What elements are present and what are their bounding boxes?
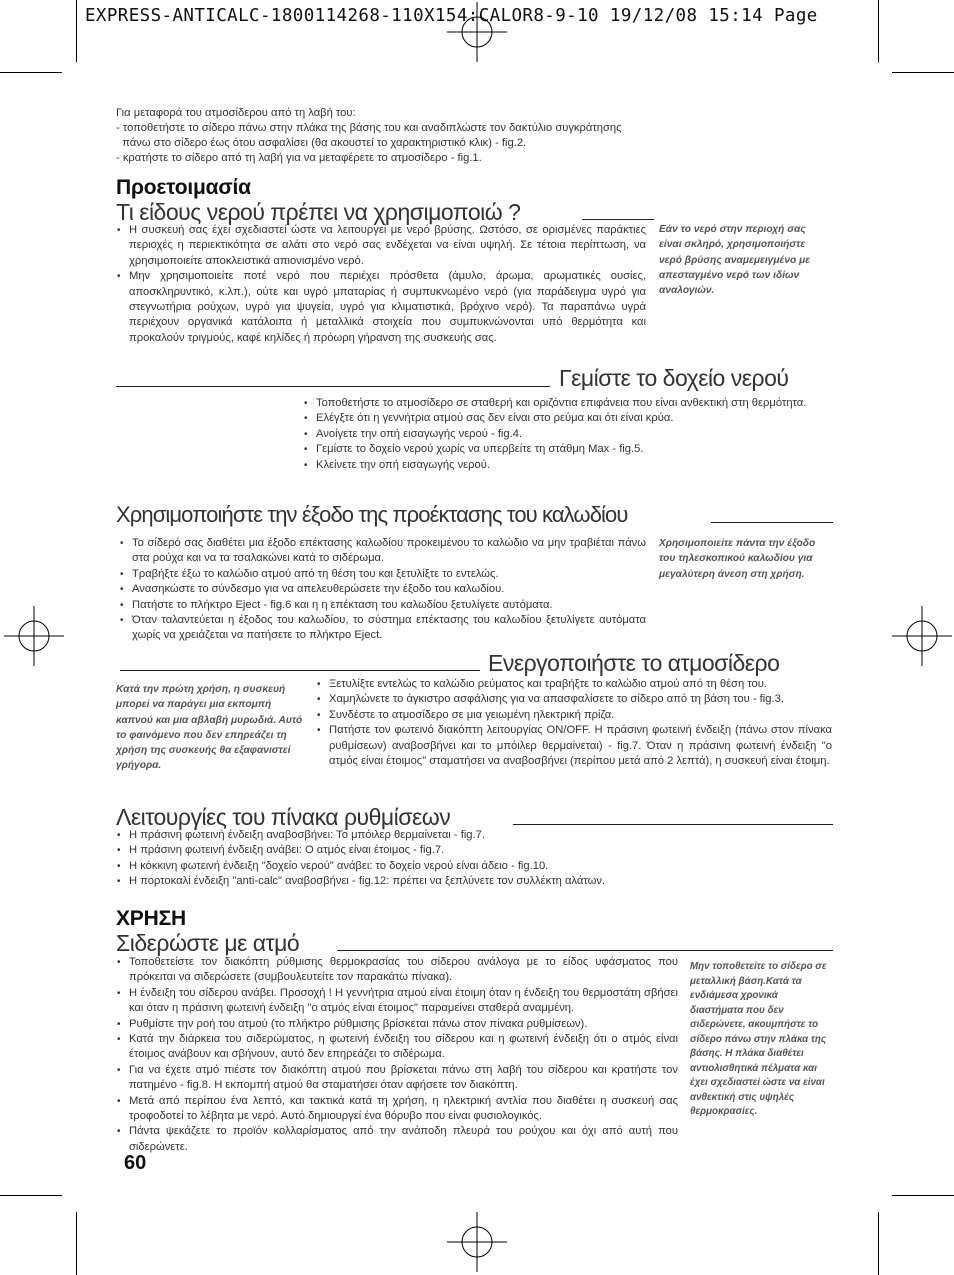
crop-mark <box>0 1195 62 1196</box>
list-item: • Μετά από περίπου ένα λεπτό, και τακτικά κατά τη χρήση, η ηλεκτρική αντλία που διαθέτει η συσκευή σας τροφοδοτεί το λέβητα με νερό. Αυτό δημιουργεί ένα θόρυβο που είναι φυσιολογικός. <box>116 1094 678 1125</box>
list-item: • Η κόκκινη φωτεινή ένδειξη "δοχείο νερού" ανάβει: το δοχείο νερού είναι άδειο - fig.10. <box>116 859 832 874</box>
list-item: • Τοποθετείστε τον διακόπτη ρύθμισης θερμοκρασίας του σίδερου ανάλογα με το είδος υφάσματος που πρόκειται να σιδερώσετε (συμβουλευτείτε τον παρακάτω πίνακα). <box>116 955 678 986</box>
intro-text <box>116 106 696 166</box>
list-item: • Η πράσινη φωτεινή ένδειξη ανάβει: Ο ατμός είναι έτοιμος - fig.7. <box>116 843 832 858</box>
crop-mark <box>892 1195 954 1196</box>
heading-activate: Ενεργοποιήστε το ατμοσίδερο <box>488 650 780 676</box>
list-item: • Ανοίγετε την οπή εισαγωγής νερού - fig.4. <box>303 427 830 442</box>
list-item: • Τοποθετήστε το ατμοσίδερο σε σταθερή και οριζόντια επιφάνεια που είναι ανθεκτική στη θερμότητα. <box>303 396 830 411</box>
registration-mark-icon <box>892 606 952 666</box>
heading-fill-tank: Γεμίστε το δοχείο νερού <box>559 365 789 391</box>
list-item: • Όταν ταλαντεύεται η έξοδος του καλωδίου, το σύστημα επέκτασης του καλωδίου ξετυλίγετε αυτόματα χωρίς να χρειάζεται να πατήσετε το πλήκτρο Eject. <box>119 613 646 644</box>
heading-rule <box>582 219 654 220</box>
crop-mark <box>76 0 77 62</box>
list-item: • Ανασηκώστε το σύνδεσμο για να απελευθερώσετε την έξοδο του καλωδίου. <box>119 582 646 597</box>
list-item: • Πατήστε το πλήκτρο Eject - fig.6 και η η επέκταση του καλωδίου ξετυλίγετε αυτόματα. <box>119 598 646 613</box>
list-item: • Η ένδειξη του σίδερου ανάβει. Προσοχή ! Η γεννήτρια ατμού είναι έτοιμη όταν η ένδειξη του θερμοστάτη σβήσει και όταν η πράσινη φωτεινή ένδειξη "ο ατμός είναι έτοιμος" παραμείνει σταθερά αναμμένη. <box>116 986 678 1017</box>
intro-line: - κρατήστε το σίδερο από τη λαβή για να μεταφέρετε το ατμοσίδερο - fig.1. <box>116 152 482 164</box>
steam-ironing-list <box>116 955 678 1155</box>
heading-water-type: Τι είδους νερού πρέπει να χρησιμοποιώ ? <box>116 199 521 225</box>
list-item: • Η πορτοκαλί ένδειξη "anti-calc" αναβοσβήνει - fig.12: πρέπει να ξεπλύνετε τον συλλέκτη αλάτων. <box>116 874 832 889</box>
heading-steam-ironing: Σιδερώστε με ατμό <box>116 930 300 956</box>
water-type-list <box>116 223 646 346</box>
list-item: • Συνδέστε το ατμοσίδερο σε μια γειωμένη ηλεκτρική πρίζα. <box>316 708 832 723</box>
list-item: • Ελέγξτε ότι η γεννήτρια ατμού σας δεν είναι στο ρεύμα και ότι είναι κρύα. <box>303 411 830 426</box>
list-item: • Ξετυλίξτε εντελώς το καλώδιο ρεύματος και τραβήξτε το καλώδιο ατμού από τη θέση του. <box>316 677 832 692</box>
intro-line: πάνω στο σίδερο έως ότου ασφαλίσει (θα ακουστεί το χαρακτηριστικό κλικ) - fig.2. <box>116 137 527 149</box>
list-item: • Το σίδερό σας διαθέτει μια έξοδο επέκτασης καλωδίου προκειμένου το καλώδιο να μην τραβιέται πάνω στα ρούχα και να τα τσαλακώνει κατά το σιδέρωμα. <box>119 536 646 567</box>
heading-rule <box>337 950 833 951</box>
registration-mark-icon <box>4 606 64 666</box>
intro-line: Για μεταφορά του ατμοσίδερου από τη λαβή του: <box>116 107 356 119</box>
heading-cord-extension: Χρησιμοποιήστε την έξοδο της προέκτασης του καλωδίου <box>116 502 628 527</box>
list-item: • Κατά την διάρκεια του σιδερώματος, η φωτεινή ένδειξη του σίδερου και η φωτεινή ένδειξη ότι ο ατμός είναι έτοιμος ανάβουν και σβήνουν, αυτό δεν επηρεάζει το σιδέρωμα. <box>116 1032 678 1063</box>
list-item: • Ρυθμίστε την ροή του ατμού (το πλήκτρο ρύθμισης βρίσκεται πάνω στον πίνακα ρυθμίσεων). <box>116 1017 678 1032</box>
list-item: • Κλείνετε την οπή εισαγωγής νερού. <box>303 458 830 473</box>
activate-list <box>316 677 832 769</box>
side-note: Χρησιμοποιείτε πάντα την έξοδο του τηλεσκοπικού καλωδίου για μεγαλύτερη άνεση στη χρήση. <box>659 538 816 580</box>
list-item: • Η συσκευή σας έχει σχεδιαστεί ώστε να λειτουργεί με νερό βρύσης. Ωστόσο, σε ορισμένες παράκτιες περιοχές η περιεκτικότητα σε αλάτι στο νερό σας ενδέχεται να είναι υψηλή. Σε τέτοια περίπτωση, να χρησιμοποιείτε αποκλειστικά απιονισμένο νερό. <box>116 223 646 269</box>
list-item: • Η πράσινη φωτεινή ένδειξη αναβοσβήνει: Το μπόιλερ θερμαίνεται - fig.7. <box>116 828 832 843</box>
page-number: 60 <box>124 1152 147 1174</box>
cord-extension-list <box>119 536 646 644</box>
heading-control-panel: Λειτουργίες του πίνακα ρυθμίσεων <box>116 804 451 830</box>
list-item: • Πάντα ψεκάζετε το προϊόν κολλαρίσματος από την ανάποδη πλευρά του ρούχου και όχι από αυτή που σιδερώνετε. <box>116 1124 678 1155</box>
heading-rule <box>711 522 833 523</box>
section-title-preparation: Προετοιμασία <box>116 176 251 199</box>
list-item: • Για να έχετε ατμό πιέστε τον διακόπτη ατμού που βρίσκεται πάνω στη λαβή του σίδερου και κρατήστε τον πατημένο - fig.8. Η εκπομπή ατμού θα σταματήσει όταν αφήσετε τον διακόπτη. <box>116 1063 678 1094</box>
crop-mark <box>76 1212 77 1275</box>
control-panel-list <box>116 828 832 890</box>
list-item: • Πατήστε τον φωτεινό διακόπτη λειτουργίας ON/OFF. Η πράσινη φωτεινή ένδειξη (πάνω στον πίνακα ρυθμίσεων) αναβοσβήνει και το μπόιλερ θερμαίνεται) - fig.7. Όταν η πράσινη φωτεινή ένδειξη "ο ατμός είναι έτοιμος" σταματήσει να αναβοσβήνει (περίπου μετά από 2 λεπτά), η συσκευή είναι έτοιμη. <box>316 723 832 769</box>
fill-tank-list <box>303 396 830 473</box>
list-item: • Χαμηλώνετε το άγκιστρο ασφάλισης για να απασφαλίσετε το σίδερο από τη βάση του - fig.3. <box>316 692 832 707</box>
heading-rule <box>120 670 480 671</box>
side-note: Μην τοποθετείτε το σίδερο σε μεταλλική βάση.Κατά τα ενδιάμεσα χρονικά διαστήματα που δεν σιδερώνετε, ακουμπήστε το σίδερο πάνω στην πλάκα της βάσης. Η πλάκα διαθέτει αντιολισθητικά πέλματα και έχει σχεδιαστεί ώστε να είναι ανθεκτική στις υψηλές θερμοκρασίες. <box>690 961 827 1117</box>
heading-rule <box>116 386 550 387</box>
registration-mark-icon <box>447 2 507 62</box>
heading-rule <box>513 824 833 825</box>
intro-line: - τοποθετήστε το σίδερο πάνω στην πλάκα της βάσης του και αναδιπλώστε τον δακτύλιο συγκράτησης <box>116 122 622 134</box>
list-item: • Τραβήξτε έξω το καλώδιο ατμού από τη θέση του και ξετυλίξτε το εντελώς. <box>119 567 646 582</box>
side-note: Εάν το νερό στην περιοχή σας είναι σκληρό, χρησιμοποιήστε νερό βρύσης αναμεμειγμένο με απεσταγμένο νερό των ιδίων αναλογιών. <box>659 224 811 297</box>
crop-mark <box>878 0 879 62</box>
crop-mark <box>892 72 954 73</box>
print-slug: EXPRESS-ANTICALC-1800114268-110X154:CALOR8-9-10 19/12/08 15:14 Page <box>85 6 818 26</box>
crop-mark <box>878 1212 879 1275</box>
crop-mark <box>0 72 62 73</box>
section-title-use: ΧΡΗΣΗ <box>116 907 186 930</box>
list-item: • Γεμίστε το δοχείο νερού χωρίς να υπερβείτε τη στάθμη Max - fig.5. <box>303 442 830 457</box>
registration-mark-icon <box>447 1212 507 1272</box>
list-item: • Μην χρησιμοποιείτε ποτέ νερό που περιέχει πρόσθετα (άμυλο, άρωμα, αρωματικές ουσίες, αποσκληρυντικό, κ.λπ.), ούτε και υγρό μπαταρίας ή συμπυκνωμένο νερό (για παράδειγμα υγρό για στεγνωτήρια ρούχων, υγρό για ψυγεία, υγρό για κλιματιστικά, βρόχινο νερό). Τα παραπάνω υγρά περιέχουν οργανικά κατάλοιπα ή μεταλλικά στοιχεία που συμπυκνώνονται υπό θερμότητα και προκαλούν τριγμούς, καφέ κηλίδες ή πρόωρη γήρανση της συσκευής σας. <box>116 269 646 346</box>
side-note: Κατά την πρώτη χρήση, η συσκευή μπορεί να παράγει μια εκπομπή καπνού και μια αβλαβή μυρωδιά. Αυτό το φαινόμενο που δεν επηρεάζει τη χρήση της συσκευής θα εξαφανιστεί γρήγορα. <box>116 684 303 772</box>
